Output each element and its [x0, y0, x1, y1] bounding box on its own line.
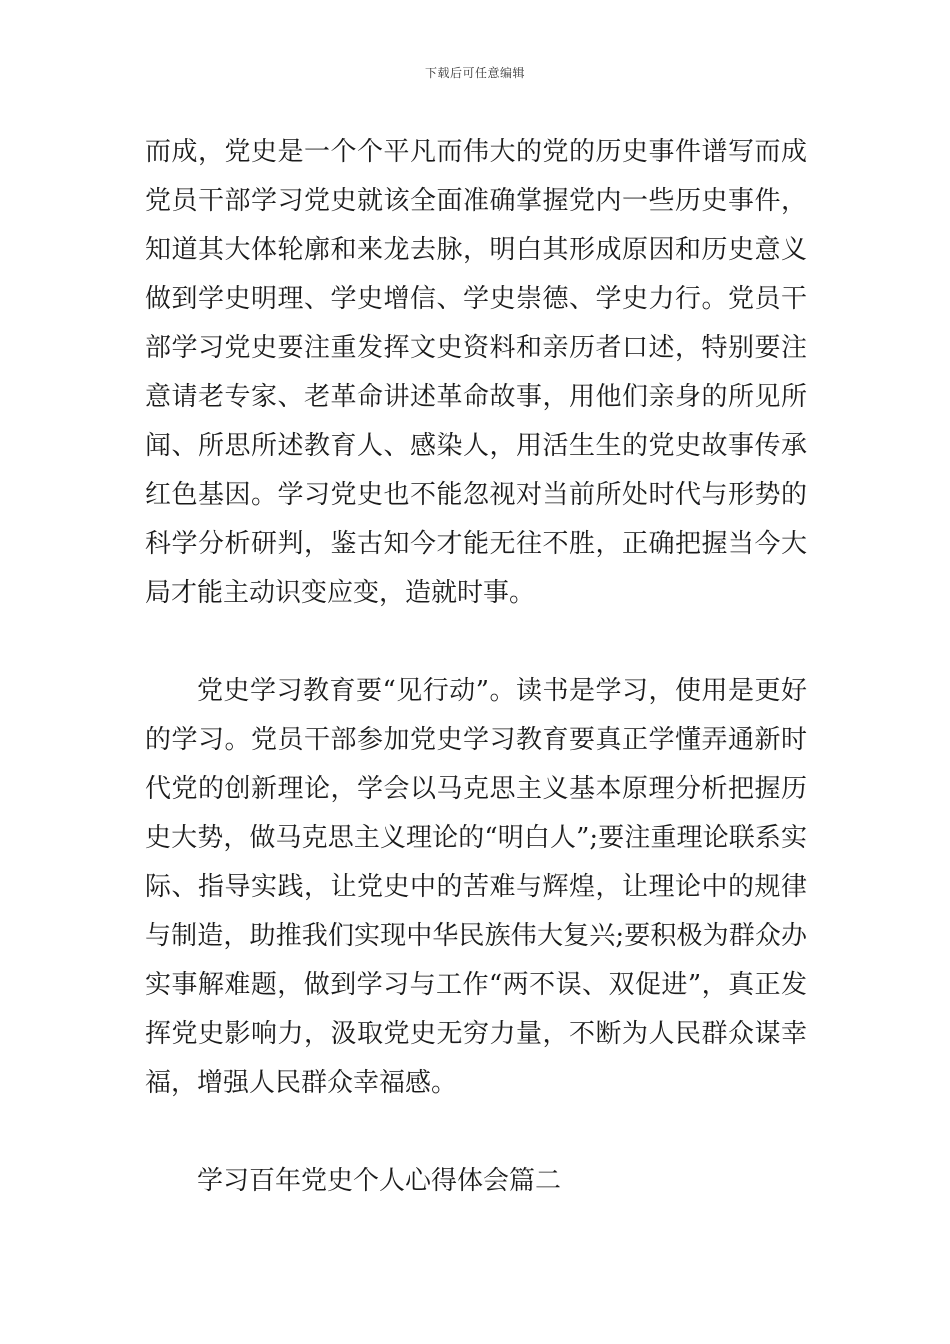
paragraph-gap — [145, 1108, 807, 1157]
document-body — [145, 128, 807, 1206]
section-heading: 学习百年党史个人心得体会篇二 — [197, 1166, 562, 1196]
page-header: 下载后可任意编辑 — [424, 66, 525, 80]
paragraph-1: 而成，党史是一个个平凡而伟大的党的历史事件谱写而成党员干部学习党史就该全面准确掌握党内一些历史事件，知道其大体轮廓和来龙去脉，明白其形成原因和历史意义做到学史明理、学史增信、学史崇德、学史力行。党员干部学习党史要注重发挥文史资料和亲历者口述，特别要注意请老专家、老革命讲述革命故事，用他们亲身的所见所闻、所思所述教育人、感染人，用活生生的党史故事传承红色基因。学习党史也不能忽视对当前所处时代与形势的科学分析研判，鉴古知今才能无往不胜，正确把握当今大局才能主动识变应变，造就时事。 — [145, 137, 807, 608]
paragraph-2: 党史学习教育要“见行动”。读书是学习，使用是更好的学习。党员干部参加党史学习教育要真正学懂弄通新时代党的创新理论，学会以马克思主义基本原理分析把握历史大势，做马克思主义理论的“明白人”;要注重理论联系实际、指导实践，让党史中的苦难与辉煌，让理论中的规律与制造，助推我们实现中华民族伟大复兴;要积极为群众办实事解难题，做到学习与工作“两不误、双促进”，真正发挥党史影响力，汲取党史无穷力量，不断为人民群众谋幸福，增强人民群众幸福感。 — [145, 676, 807, 1098]
paragraph-gap — [145, 618, 807, 667]
